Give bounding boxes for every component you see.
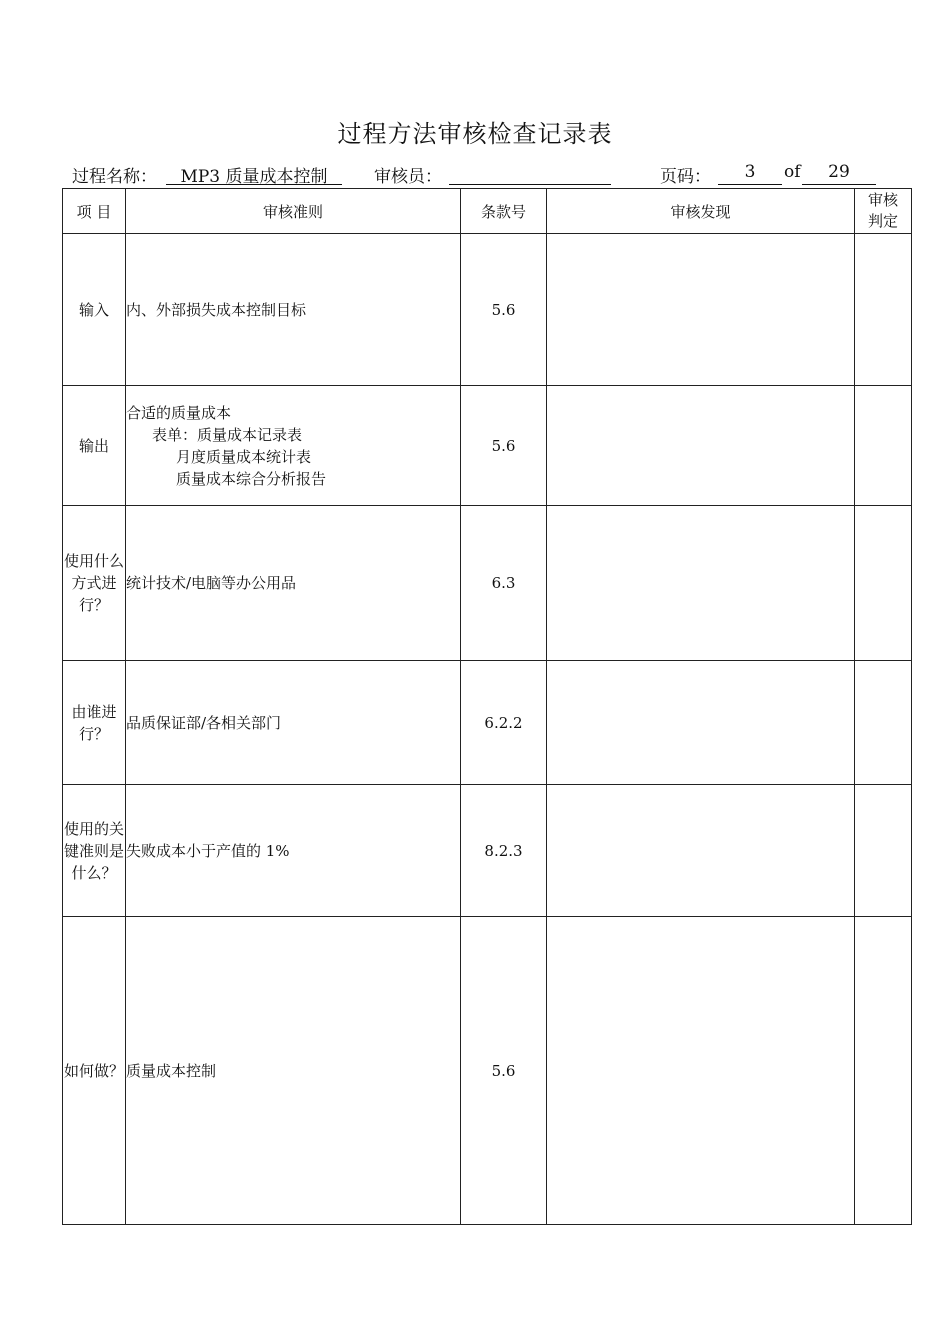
row-findings[interactable]	[547, 506, 855, 661]
document-title: 过程方法审核检查记录表	[337, 120, 613, 148]
page-label: 页码：	[660, 167, 711, 187]
row-clause: 6.2.2	[461, 661, 547, 785]
criteria-line: 统计技术/电脑等办公用品	[126, 574, 297, 592]
criteria-line: 合适的质量成本	[126, 403, 232, 422]
table-row	[63, 917, 912, 1225]
header-criteria: 审核准则	[126, 189, 461, 234]
table-row	[63, 234, 912, 386]
table-row	[63, 386, 912, 506]
row-clause: 5.6	[461, 917, 547, 1225]
table-header-row	[63, 189, 912, 234]
row-criteria	[126, 917, 461, 1225]
row-criteria	[126, 661, 461, 785]
auditor-field	[449, 162, 611, 185]
header-item: 项 目	[63, 189, 126, 234]
row-criteria	[126, 386, 461, 506]
criteria-line: 失败成本小于产值的 1%	[126, 841, 290, 860]
row-verdict[interactable]	[855, 785, 912, 917]
page-of: of	[784, 162, 801, 182]
row-clause: 5.6	[461, 234, 547, 386]
page-current: 3	[718, 162, 782, 185]
header-verdict-text: 审核判定	[867, 191, 898, 230]
row-item-output: 输出	[63, 386, 126, 506]
row-criteria	[126, 785, 461, 917]
process-name-value: MP3 质量成本控制	[166, 162, 342, 185]
row-verdict[interactable]	[855, 386, 912, 506]
row-findings[interactable]	[547, 785, 855, 917]
row-findings[interactable]	[547, 234, 855, 386]
row-clause: 6.3	[461, 506, 547, 661]
row-verdict[interactable]	[855, 661, 912, 785]
criteria-line: 月度质量成本统计表	[176, 447, 312, 466]
row-verdict[interactable]	[855, 234, 912, 386]
row-verdict[interactable]	[855, 917, 912, 1225]
row-item-who: 由谁进行？	[63, 661, 126, 785]
page-total: 29	[802, 162, 876, 185]
criteria-line: 品质保证部/各相关部门	[126, 713, 282, 732]
table-row	[63, 661, 912, 785]
row-item-how: 如何做？	[63, 917, 126, 1225]
table-row	[63, 785, 912, 917]
row-clause: 5.6	[461, 386, 547, 506]
criteria-line: 表单：质量成本记录表	[152, 425, 303, 444]
process-name-label: 过程名称：	[72, 167, 157, 187]
auditor-label: 审核员：	[374, 167, 442, 187]
header-line	[72, 162, 912, 188]
row-criteria	[126, 506, 461, 661]
header-findings: 审核发现	[547, 189, 855, 234]
row-item-method: 使用什么方式进行？	[63, 506, 126, 661]
criteria-line: 内、外部损失成本控制目标	[126, 300, 307, 319]
header-clause: 条款号	[461, 189, 547, 234]
row-criteria	[126, 234, 461, 386]
audit-table	[62, 188, 912, 1225]
row-item-input: 输入	[63, 234, 126, 386]
row-clause: 8.2.3	[461, 785, 547, 917]
row-findings[interactable]	[547, 661, 855, 785]
table-row	[63, 506, 912, 661]
row-findings[interactable]	[547, 917, 855, 1225]
criteria-line: 质量成本综合分析报告	[176, 469, 327, 488]
criteria-line: 质量成本控制	[126, 1061, 217, 1080]
row-item-key-criteria: 使用的关键准则是什么？	[63, 785, 126, 917]
header-verdict	[855, 189, 912, 234]
row-verdict[interactable]	[855, 506, 912, 661]
row-findings[interactable]	[547, 386, 855, 506]
